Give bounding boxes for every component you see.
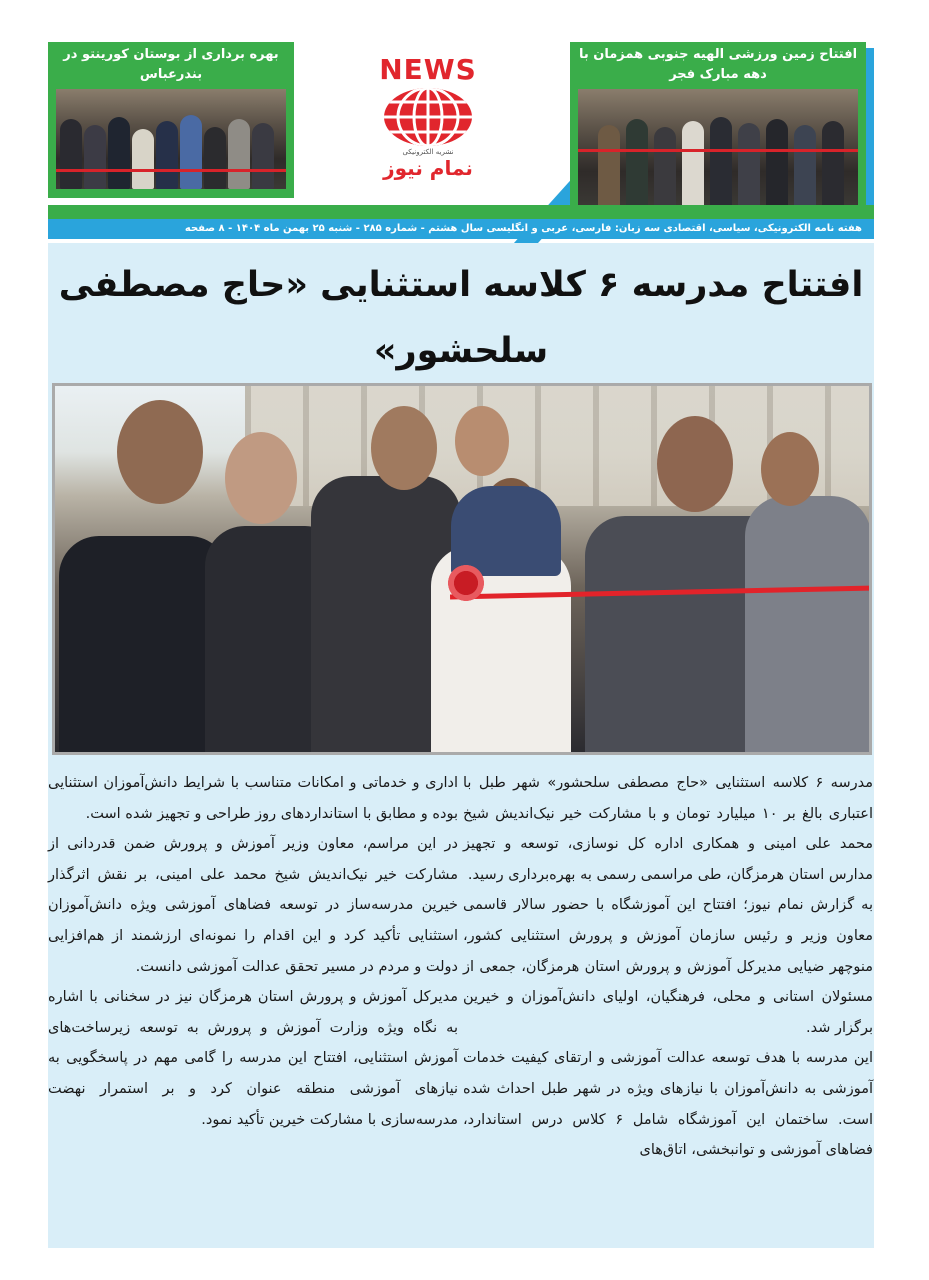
article-paragraph: در این مراسم، معاون وزیر آموزش و پرورش ضمن قدردانی از مشارکت خیر نیک‌اندیش شیخ محمد علی امینی، بر نقش اثرگذار خیرین مدرسه‌ساز در توسعه فضاهای آموزشی ویژه دانش‌آموزان استثنایی تأکید کرد و این اقدام را نمونه‌ای ارزشمند از هم‌افزایی دولت و مردم در مسیر تحقق عدالت آموزشی دانست. xyxy=(48,836,458,975)
decor-edge xyxy=(866,48,874,222)
article-paragraph: این مدرسه با هدف توسعه عدالت آموزشی و ارتقای کیفیت خدمات آموزشی به دانش‌آموزان با نیازهای ویژه در شهر طبل احداث شده است. ساختمان این آموزشگاه شامل ۶ کلاس درس استاندارد، فضاهای آموزشی و توانبخشی، اتاق‌های xyxy=(463,1050,873,1159)
site-logo[interactable] xyxy=(372,55,484,195)
globe-icon xyxy=(382,87,474,147)
article-paragraph: مدرسه ۶ کلاسه استثنایی «حاج مصطفی سلحشور» شهر طبل با اعتباری بالغ بر ۱۰ میلیارد تومان و با مشارکت خیر نیک‌اندیش شیخ محمد علی امینی و همکاری اداره کل نوسازی، توسعه و تجهیز مدارس استان هرمزگان، طی مراسمی رسمی به بهره‌برداری رسید. xyxy=(463,775,873,883)
article-paragraph: اداری و خدماتی و امکانات متناسب با شرایط دانش‌آموزان استثنایی بوده و مطابق با استانداردهای روز طراحی و تجهیز شده است. xyxy=(48,775,458,822)
headline-line-1: افتتاح مدرسه ۶ کلاسه استثنایی «حاج مصطفی سلحشور» xyxy=(58,265,864,371)
article-paragraph: به گزارش نمام نیوز؛ افتتاح این آموزشگاه با حضور سالار قاسمی معاون وزیر و رئیس سازمان آموزش و پرورش استثنایی کشور، منوچهر ضیایی مدیرکل آموزش و پرورش استان هرمزگان، جمعی از مسئولان استانی و محلی، فرهنگیان، اولیای دانش‌آموزان و خیرین برگزار شد. xyxy=(463,897,873,1036)
teaser-left[interactable] xyxy=(48,42,294,198)
logo-name: نمام نیوز xyxy=(383,156,473,180)
header-band xyxy=(48,205,874,219)
teaser-right-photo xyxy=(578,89,858,207)
teaser-right-title: افتتاح زمین ورزشی الهیه جنوبی همزمان با دهه مبارک فجر xyxy=(578,47,858,82)
ribbon-bow xyxy=(445,562,487,604)
issue-info-bar: هفته نامه الکترونیکی، سیاسی، اقتصادی سه زبان: فارسی، عربی و انگلیسی سال هشتم - شماره ۲۸۵ - شنبه ۲۵ بهمن ماه ۱۴۰۴ - ۸ صفحه xyxy=(48,219,874,239)
main-photo xyxy=(52,383,872,755)
article-column-left xyxy=(48,768,458,1135)
teaser-left-title: بهره برداری از بوستان کورینتو در بندرعباس xyxy=(63,47,279,82)
teaser-right[interactable] xyxy=(570,42,866,214)
logo-news-text: NEWS xyxy=(379,53,477,86)
article-paragraph: مدیرکل آموزش و پرورش استان هرمزگان نیز در سخنانی با اشاره به نگاه ویژه وزارت آموزش و پرورش به توسعه زیرساخت‌های آموزش استثنایی، افتتاح این مدرسه را گامی مهم در پاسخگویی به نیازهای آموزشی منطقه عنوان کرد و بر استمرار نهضت مدرسه‌سازی با مشارکت خیرین تأکید نمود. xyxy=(48,989,458,1128)
teaser-left-photo xyxy=(56,89,286,189)
article-column-right xyxy=(463,768,873,1166)
logo-subtitle: نشریه الکترونیکی xyxy=(402,148,454,156)
